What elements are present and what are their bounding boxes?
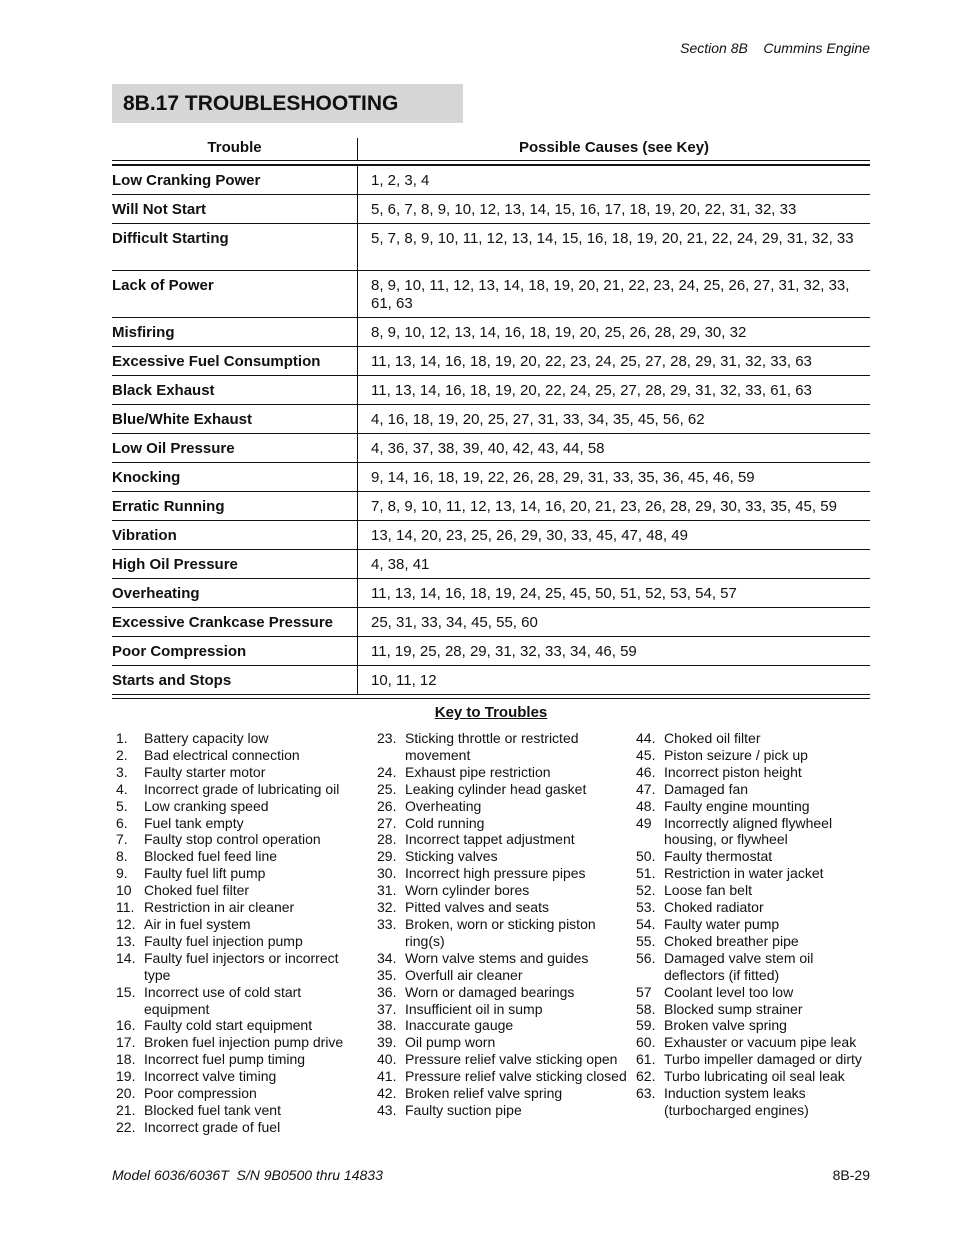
key-item-number: 45.: [636, 746, 656, 763]
table-row: [112, 521, 870, 550]
key-item-number: 54.: [636, 915, 656, 932]
key-item-number: 48.: [636, 797, 656, 814]
table-row: [112, 318, 870, 347]
key-item: [377, 916, 627, 950]
trouble-cell: Low Oil Pressure: [112, 440, 235, 457]
key-item-number: 39.: [377, 1034, 397, 1051]
trouble-cell: Blue/White Exhaust: [112, 411, 253, 428]
key-item-number: 49: [636, 814, 652, 831]
key-item-number: 44.: [636, 730, 656, 746]
section-title: 8B.17 TROUBLESHOOTING: [112, 84, 463, 123]
column-header-trouble: Trouble: [207, 139, 262, 156]
key-item-number: 37.: [377, 1000, 397, 1017]
key-item: [636, 1068, 876, 1085]
key-item-text: Poor compression: [144, 1085, 257, 1102]
key-item-number: 14.: [116, 949, 136, 966]
key-item-number: 51.: [636, 865, 656, 882]
key-item-text: Broken, worn or sticking piston ring(s): [405, 915, 596, 949]
key-item: [636, 848, 876, 865]
trouble-cell: Overheating: [112, 585, 200, 602]
key-item-text: Incorrect tappet adjustment: [405, 831, 575, 848]
key-item-text: Worn cylinder bores: [405, 882, 530, 899]
key-item-number: 60.: [636, 1034, 656, 1051]
table-row: [112, 666, 870, 695]
key-item-text: Choked fuel filter: [144, 882, 250, 899]
key-item-text: Bad electrical connection: [144, 746, 300, 763]
table-row: [112, 434, 870, 463]
table-row: [112, 166, 870, 195]
trouble-cell: Excessive Fuel Consumption: [112, 353, 321, 370]
key-item-number: 34.: [377, 949, 397, 966]
key-item: [377, 967, 627, 984]
key-column-3: [636, 730, 876, 1119]
causes-cell: 11, 13, 14, 16, 18, 19, 24, 25, 45, 50, 51, 52, 53, 54, 57: [371, 585, 737, 602]
key-item-text: Choked breather pipe: [664, 932, 799, 949]
key-item: [377, 1068, 627, 1085]
key-item-number: 46.: [636, 763, 656, 780]
key-item-text: Sticking valves: [405, 848, 498, 865]
key-item-text: Leaking cylinder head gasket: [405, 780, 587, 797]
key-item-number: 57: [636, 983, 652, 1000]
key-item-number: 26.: [377, 797, 397, 814]
key-item: [116, 882, 366, 899]
causes-cell: 4, 36, 37, 38, 39, 40, 42, 43, 44, 58: [371, 440, 605, 457]
key-item-number: 58.: [636, 1000, 656, 1017]
key-item-number: 35.: [377, 966, 397, 983]
key-item-number: 47.: [636, 780, 656, 797]
key-item: [636, 950, 876, 984]
key-item-number: 28.: [377, 831, 397, 848]
key-item: [116, 798, 366, 815]
key-item-text: Air in fuel system: [144, 915, 251, 932]
key-item-text: Fuel tank empty: [144, 814, 244, 831]
footer-page-number: 8B-29: [832, 1167, 870, 1183]
key-item-number: 23.: [377, 730, 397, 746]
key-item: [636, 1085, 876, 1119]
key-item: [116, 730, 366, 747]
key-item-number: 24.: [377, 763, 397, 780]
key-item-text: Pressure relief valve sticking closed: [405, 1068, 627, 1085]
key-item: [116, 1017, 366, 1034]
key-item: [116, 764, 366, 781]
key-item: [636, 815, 876, 849]
table-row: [112, 637, 870, 666]
key-item: [116, 815, 366, 832]
key-item-number: 22.: [116, 1118, 136, 1135]
key-item-text: Broken valve spring: [664, 1017, 787, 1034]
key-item-number: 38.: [377, 1017, 397, 1034]
trouble-cell: Lack of Power: [112, 277, 214, 294]
key-item-number: 59.: [636, 1017, 656, 1034]
key-item-text: Low cranking speed: [144, 797, 269, 814]
key-item-number: 43.: [377, 1101, 397, 1118]
key-item: [636, 764, 876, 781]
key-item: [116, 1102, 366, 1119]
key-item: [377, 764, 627, 781]
key-item-number: 19.: [116, 1068, 136, 1085]
trouble-cell: Low Cranking Power: [112, 172, 261, 189]
key-item-text: Restriction in water jacket: [664, 865, 824, 882]
causes-cell: 8, 9, 10, 11, 12, 13, 14, 18, 19, 20, 21, 22, 23, 24, 25, 26, 27, 31, 32, 33, 61, 63: [371, 277, 850, 312]
trouble-cell: Black Exhaust: [112, 382, 215, 399]
key-item: [116, 916, 366, 933]
key-item: [116, 1068, 366, 1085]
key-item-number: 16.: [116, 1017, 136, 1034]
key-item: [636, 730, 876, 747]
causes-cell: 11, 13, 14, 16, 18, 19, 20, 22, 24, 25, 27, 28, 29, 31, 32, 33, 61, 63: [371, 382, 812, 399]
key-item-number: 40.: [377, 1051, 397, 1068]
key-item: [116, 747, 366, 764]
key-item: [377, 899, 627, 916]
causes-cell: 13, 14, 20, 23, 25, 26, 29, 30, 33, 45, 47, 48, 49: [371, 527, 688, 544]
table-row: [112, 492, 870, 521]
key-item-number: 55.: [636, 932, 656, 949]
key-item: [636, 899, 876, 916]
key-item-text: Worn or damaged bearings: [405, 983, 575, 1000]
trouble-cell: Difficult Starting: [112, 230, 229, 247]
key-item-number: 10: [116, 882, 132, 899]
table-row: [112, 224, 870, 271]
key-item: [636, 933, 876, 950]
key-item-number: 61.: [636, 1051, 656, 1068]
key-item: [636, 865, 876, 882]
causes-cell: 4, 16, 18, 19, 20, 25, 27, 31, 33, 34, 35, 45, 56, 62: [371, 411, 705, 428]
key-item: [377, 1001, 627, 1018]
key-item-number: 32.: [377, 899, 397, 916]
key-item: [377, 815, 627, 832]
key-item: [636, 1034, 876, 1051]
key-item-number: 15.: [116, 983, 136, 1000]
key-item-text: Coolant level too low: [664, 983, 794, 1000]
key-item-number: 42.: [377, 1085, 397, 1102]
key-item-number: 5.: [116, 797, 128, 814]
key-item-text: Faulty cold start equipment: [144, 1017, 313, 1034]
key-item-text: Pressure relief valve sticking open: [405, 1051, 618, 1068]
causes-cell: 9, 14, 16, 18, 19, 22, 26, 28, 29, 31, 33, 35, 36, 45, 46, 59: [371, 469, 755, 486]
key-item-text: Sticking throttle or restricted movement: [405, 730, 579, 763]
key-item: [377, 798, 627, 815]
key-item-number: 52.: [636, 882, 656, 899]
key-item: [116, 984, 366, 1018]
key-item-number: 25.: [377, 780, 397, 797]
key-item-text: Faulty water pump: [664, 915, 780, 932]
key-item-number: 7.: [116, 831, 128, 848]
key-item-number: 9.: [116, 865, 128, 882]
key-item-text: Insufficient oil in sump: [405, 1000, 543, 1017]
table-row: [112, 271, 870, 318]
key-item-text: Damaged valve stem oil deflectors (if fitted): [664, 949, 814, 983]
trouble-cell: High Oil Pressure: [112, 556, 238, 573]
key-item: [377, 882, 627, 899]
key-item-text: Faulty thermostat: [664, 848, 773, 865]
key-item: [116, 950, 366, 984]
key-item: [377, 950, 627, 967]
key-item-text: Faulty engine mounting: [664, 797, 810, 814]
key-item-number: 56.: [636, 949, 656, 966]
key-item-number: 30.: [377, 865, 397, 882]
causes-cell: 25, 31, 33, 34, 45, 55, 60: [371, 614, 538, 631]
key-item-text: Damaged fan: [664, 780, 749, 797]
key-item-number: 33.: [377, 915, 397, 932]
key-item-text: Incorrect piston height: [664, 763, 802, 780]
key-item: [377, 984, 627, 1001]
table-row: [112, 347, 870, 376]
key-item-number: 12.: [116, 915, 136, 932]
key-item: [636, 1001, 876, 1018]
key-item: [377, 848, 627, 865]
key-item: [116, 865, 366, 882]
key-item-text: Worn valve stems and guides: [405, 949, 589, 966]
key-item: [116, 1034, 366, 1051]
key-item-text: Incorrect valve timing: [144, 1068, 277, 1085]
key-item-number: 3.: [116, 763, 128, 780]
key-item: [377, 1034, 627, 1051]
key-item: [116, 1085, 366, 1102]
key-item-text: Faulty stop control operation: [144, 831, 321, 848]
key-item-text: Blocked fuel tank vent: [144, 1101, 281, 1118]
key-item: [377, 781, 627, 798]
key-item-number: 31.: [377, 882, 397, 899]
key-item-number: 50.: [636, 848, 656, 865]
key-item-text: Restriction in air cleaner: [144, 899, 295, 916]
key-item-text: Incorrectly aligned flywheel housing, or flywheel: [664, 814, 833, 848]
table-row: [112, 376, 870, 405]
causes-cell: 4, 38, 41: [371, 556, 430, 573]
key-item-number: 41.: [377, 1068, 397, 1085]
key-item-text: Incorrect high pressure pipes: [405, 865, 586, 882]
key-item-text: Broken fuel injection pump drive: [144, 1034, 344, 1051]
trouble-cell: Starts and Stops: [112, 672, 232, 689]
key-item-number: 11.: [116, 899, 135, 916]
table-row: [112, 195, 870, 224]
key-item-number: 27.: [377, 814, 397, 831]
key-item-text: Blocked fuel feed line: [144, 848, 278, 865]
key-item: [116, 1051, 366, 1068]
key-item: [116, 781, 366, 798]
table-row: [112, 463, 870, 492]
key-item-number: 21.: [116, 1101, 136, 1118]
causes-cell: 11, 13, 14, 16, 18, 19, 20, 22, 23, 24, 25, 27, 28, 29, 31, 32, 33, 63: [371, 353, 812, 370]
key-item: [116, 899, 366, 916]
key-item-text: Cold running: [405, 814, 485, 831]
key-item-number: 6.: [116, 814, 128, 831]
key-item: [377, 1102, 627, 1119]
key-item-text: Overheating: [405, 797, 482, 814]
key-item: [636, 882, 876, 899]
key-item-text: Faulty fuel injection pump: [144, 932, 303, 949]
key-item-text: Choked radiator: [664, 899, 764, 916]
key-item-number: 20.: [116, 1085, 136, 1102]
key-item-text: Overfull air cleaner: [405, 966, 523, 983]
key-item-number: 62.: [636, 1068, 656, 1085]
key-item: [116, 1119, 366, 1136]
causes-cell: 7, 8, 9, 10, 11, 12, 13, 14, 16, 20, 21, 23, 26, 28, 29, 30, 33, 35, 45, 59: [371, 498, 837, 515]
key-item: [636, 747, 876, 764]
table-end-rule: [112, 698, 870, 699]
key-item: [636, 984, 876, 1001]
trouble-cell: Excessive Crankcase Pressure: [112, 614, 334, 631]
trouble-cell: Poor Compression: [112, 643, 247, 660]
key-item-text: Loose fan belt: [664, 882, 752, 899]
key-item: [636, 798, 876, 815]
key-item-text: Incorrect use of cold start equipment: [144, 983, 302, 1017]
key-item-number: 8.: [116, 848, 128, 865]
key-item: [636, 781, 876, 798]
key-item: [377, 831, 627, 848]
troubleshooting-table: [112, 138, 870, 699]
key-item-number: 29.: [377, 848, 397, 865]
causes-cell: 5, 6, 7, 8, 9, 10, 12, 13, 14, 15, 16, 17, 18, 19, 20, 22, 31, 32, 33: [371, 201, 797, 218]
key-item-number: 2.: [116, 746, 128, 763]
key-item: [636, 916, 876, 933]
key-item-number: 4.: [116, 780, 128, 797]
key-item-text: Inaccurate gauge: [405, 1017, 514, 1034]
key-column-2: [377, 730, 627, 1119]
trouble-cell: Erratic Running: [112, 498, 225, 515]
key-item-text: Incorrect grade of fuel: [144, 1118, 281, 1135]
key-title: Key to Troubles: [434, 704, 548, 721]
table-row: [112, 550, 870, 579]
key-item: [377, 865, 627, 882]
key-item-text: Turbo impeller damaged or dirty: [664, 1051, 862, 1068]
table-header: [112, 138, 870, 160]
key-item-text: Faulty fuel lift pump: [144, 865, 266, 882]
key-item-number: 18.: [116, 1051, 136, 1068]
trouble-cell: Misfiring: [112, 324, 175, 341]
key-item: [377, 1051, 627, 1068]
key-column-1: [116, 730, 366, 1136]
key-item: [377, 730, 627, 764]
key-item-text: Turbo lubricating oil seal leak: [664, 1068, 845, 1085]
key-item: [377, 1017, 627, 1034]
key-item-text: Broken relief valve spring: [405, 1085, 563, 1102]
key-item-text: Blocked sump strainer: [664, 1000, 803, 1017]
key-item: [116, 933, 366, 950]
key-item: [636, 1051, 876, 1068]
table-body: [112, 166, 870, 695]
key-item-text: Faulty fuel injectors or incorrect type: [144, 949, 339, 983]
key-item: [377, 1085, 627, 1102]
key-item-text: Choked oil filter: [664, 730, 761, 746]
column-header-causes: Possible Causes (see Key): [518, 139, 710, 156]
page-header: Section 8B Cummins Engine: [680, 40, 870, 56]
causes-cell: 11, 19, 25, 28, 29, 31, 32, 33, 34, 46, 59: [371, 643, 637, 660]
trouble-cell: Knocking: [112, 469, 181, 486]
key-item-number: 63.: [636, 1085, 656, 1102]
key-item-text: Piston seizure / pick up: [664, 746, 808, 763]
key-item: [116, 848, 366, 865]
key-item-number: 36.: [377, 983, 397, 1000]
trouble-cell: Will Not Start: [112, 201, 207, 218]
key-item-number: 17.: [116, 1034, 136, 1051]
key-item-text: Oil pump worn: [405, 1034, 496, 1051]
key-item-number: 1.: [116, 730, 128, 746]
table-row: [112, 579, 870, 608]
footer-model: Model 6036/6036T S/N 9B0500 thru 14833: [112, 1167, 383, 1183]
key-item-text: Faulty suction pipe: [405, 1101, 522, 1118]
table-row: [112, 405, 870, 434]
causes-cell: 1, 2, 3, 4: [371, 172, 430, 189]
causes-cell: 5, 7, 8, 9, 10, 11, 12, 13, 14, 15, 16, 18, 19, 20, 21, 22, 24, 29, 31, 32, 33: [371, 230, 854, 247]
key-item-text: Faulty starter motor: [144, 763, 266, 780]
key-item-number: 13.: [116, 932, 136, 949]
key-item: [116, 831, 366, 848]
key-item-text: Exhaust pipe restriction: [405, 763, 551, 780]
key-item-text: Battery capacity low: [144, 730, 269, 746]
causes-cell: 8, 9, 10, 12, 13, 14, 16, 18, 19, 20, 25, 26, 28, 29, 30, 32: [371, 324, 747, 341]
key-item-text: Pitted valves and seats: [405, 899, 549, 916]
key-item-text: Incorrect grade of lubricating oil: [144, 780, 340, 797]
table-row: [112, 608, 870, 637]
key-item-text: Exhauster or vacuum pipe leak: [664, 1034, 857, 1051]
trouble-cell: Vibration: [112, 527, 177, 544]
key-item-text: Induction system leaks (turbocharged engines): [664, 1085, 809, 1118]
key-item: [636, 1017, 876, 1034]
key-item-number: 53.: [636, 899, 656, 916]
key-item-text: Incorrect fuel pump timing: [144, 1051, 306, 1068]
causes-cell: 10, 11, 12: [371, 672, 437, 689]
